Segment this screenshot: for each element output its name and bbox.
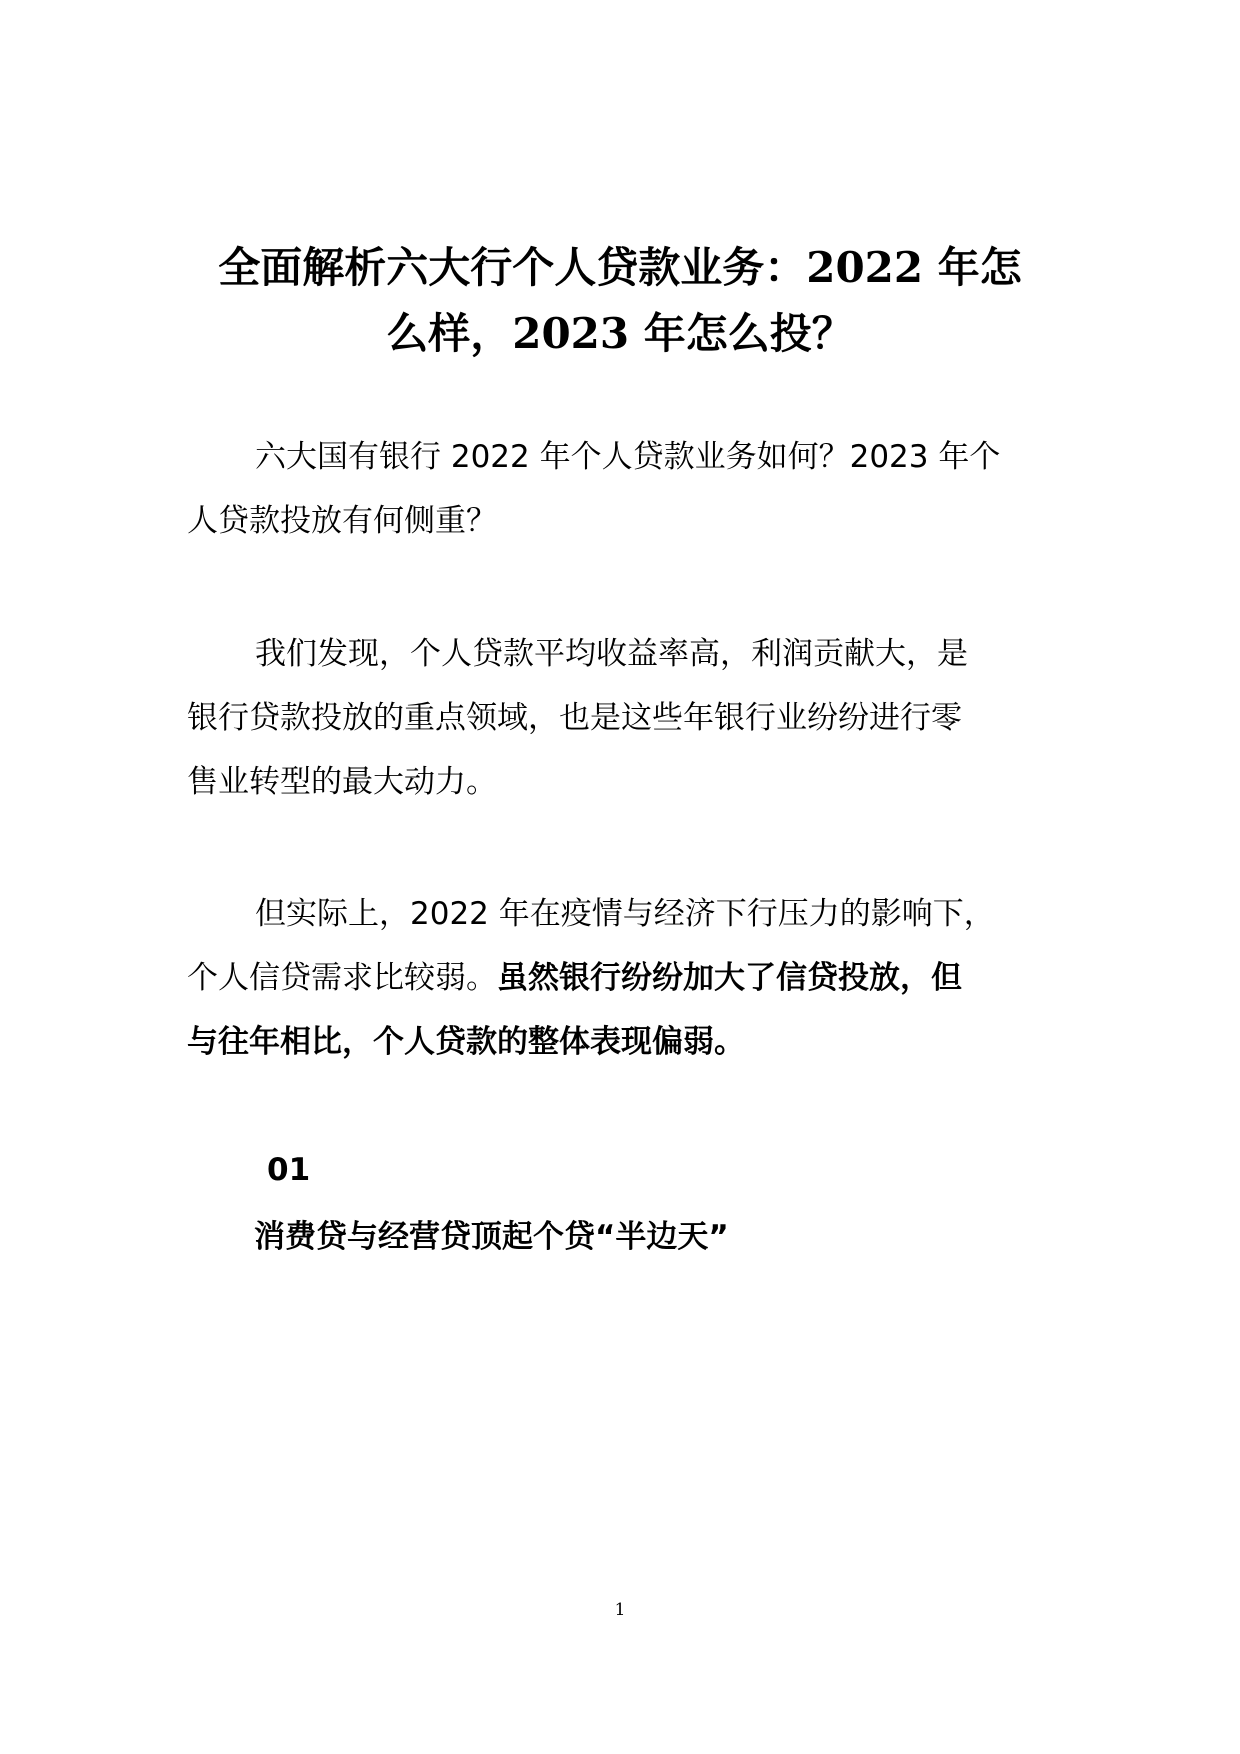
paragraph-3 [187, 882, 1053, 1074]
paragraph-2 [187, 622, 1053, 814]
paragraph-3-normal-text: 个人信贷需求比较弱。 [187, 960, 497, 996]
page-number: 1 [614, 1600, 626, 1620]
title-line-1: 全面解析六大行个人贷款业务：2022 年怎 [218, 243, 1022, 292]
paragraph-3-bold-text: 虽然银行纷纷加大了信贷投放，但 [497, 960, 962, 996]
paragraph-2-line-2: 银行贷款投放的重点领域，也是这些年银行业纷纷进行零 [187, 700, 962, 736]
section-number: 01 [267, 1152, 311, 1188]
document-title [180, 235, 1060, 367]
paragraph-1 [187, 425, 1053, 553]
paragraph-2-line-3: 售业转型的最大动力。 [187, 764, 497, 800]
paragraph-1-line-2: 人贷款投放有何侧重？ [187, 503, 497, 539]
paragraph-3-line-2 [187, 946, 1053, 1010]
section-heading: 消费贷与经营贷顶起个贷“半边天” [254, 1219, 729, 1255]
title-line-2: 么样，2023 年怎么投？ [386, 309, 854, 358]
paragraph-3-line-1: 但实际上，2022 年在疫情与经济下行压力的影响下， [255, 896, 995, 932]
paragraph-1-line-1: 六大国有银行 2022 年个人贷款业务如何？2023 年个 [255, 439, 1001, 475]
paragraph-2-line-1: 我们发现，个人贷款平均收益率高，利润贡献大，是 [255, 636, 968, 672]
paragraph-3-line-3: 与往年相比，个人贷款的整体表现偏弱。 [187, 1024, 745, 1060]
